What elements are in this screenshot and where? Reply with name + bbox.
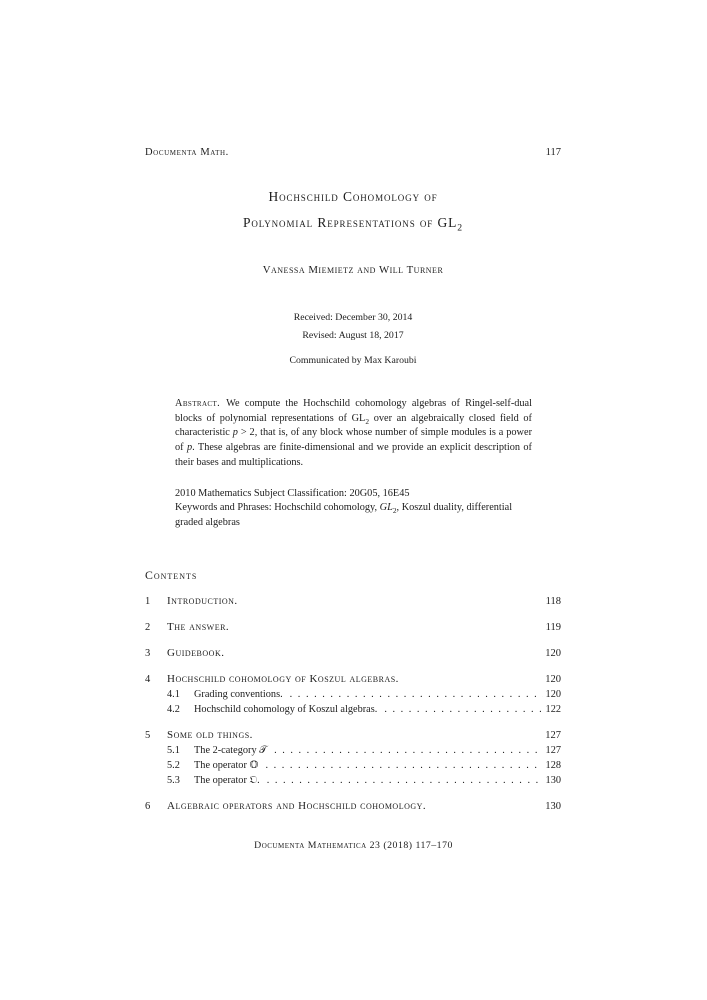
toc-list bbox=[145, 595, 561, 813]
toc-entry bbox=[145, 729, 561, 742]
toc-entry-title: Guidebook. bbox=[167, 646, 225, 659]
toc-entry bbox=[145, 595, 561, 608]
authors-line: Vanessa Miemietz and Will Turner bbox=[262, 264, 444, 276]
toc-subentry-number: 5.2 bbox=[167, 759, 180, 771]
toc-entry-number: 3 bbox=[145, 647, 151, 659]
toc-subentry-title: Hochschild cohomology of Koszul algebras. bbox=[194, 703, 378, 715]
toc-entry bbox=[145, 800, 561, 813]
toc-subentry-number: 4.2 bbox=[167, 703, 180, 715]
toc-subentry bbox=[145, 744, 561, 757]
dates-block bbox=[145, 309, 561, 344]
toc-entry bbox=[145, 621, 561, 634]
contents-heading: Contents bbox=[145, 567, 198, 582]
toc-entry bbox=[145, 673, 561, 686]
toc-subentry bbox=[145, 774, 561, 787]
toc-subentry bbox=[145, 759, 561, 772]
paper-title-line2: Polynomial Representations of $GL_2$ bbox=[242, 215, 464, 234]
footer-line: Documenta Mathematica 23 (2018) 117–170 bbox=[254, 840, 453, 851]
toc-entry-number: 1 bbox=[145, 595, 151, 607]
toc-leader-dots bbox=[290, 688, 543, 701]
toc-entry-page: 127 bbox=[545, 729, 561, 741]
toc-subentry bbox=[145, 688, 561, 701]
toc-subentry bbox=[145, 703, 561, 716]
toc-leader-dots bbox=[267, 774, 543, 787]
running-head bbox=[145, 147, 561, 159]
msc-line: 2010 Mathematics Subject Classification: 20G05, 16E45 bbox=[175, 487, 410, 499]
paper-title-line1: Hochschild Cohomology of bbox=[268, 189, 438, 204]
toc-subentry-title: Grading conventions. bbox=[194, 688, 283, 700]
page-number: 117 bbox=[545, 147, 561, 158]
communicated-line: Communicated by Max Karoubi bbox=[289, 355, 417, 366]
revised-line: Revised: August 18, 2017 bbox=[302, 329, 404, 341]
toc-entry-title: Some old things. bbox=[167, 728, 253, 741]
toc-subentry-number: 5.3 bbox=[167, 774, 180, 786]
toc-leader-dots bbox=[265, 759, 542, 772]
toc-entry-title: The answer. bbox=[167, 620, 230, 633]
toc-entry-title: Algebraic operators and Hochschild cohomology. bbox=[167, 799, 427, 812]
toc-entry-page: 118 bbox=[545, 595, 561, 607]
toc-leader-dots bbox=[274, 744, 542, 757]
toc-entry-page: 130 bbox=[545, 800, 561, 812]
abstract-block bbox=[145, 397, 561, 531]
journal-name: Documenta Math. bbox=[145, 147, 229, 158]
toc-entry-title: Hochschild cohomology of Koszul algebras. bbox=[167, 672, 399, 685]
toc-subentry-number: 5.1 bbox=[167, 744, 180, 756]
received-line: Received: December 30, 2014 bbox=[293, 312, 413, 323]
toc-entry-page: 119 bbox=[545, 621, 561, 633]
abstract-text: We compute the Hochschild cohomology algebras of Ringel-self-dual blocks of polynomial representations of $GL_2$ over an algebraically closed field of characteristic p > 2, that is, of any block whose number of simple modules is a power of p. These algebras are finite-dimensional and we provide an explicit description of their bases and multiplications. bbox=[175, 398, 532, 468]
paper-title bbox=[145, 189, 561, 234]
toc-subentry-number: 4.1 bbox=[167, 688, 180, 700]
toc-entry-number: 4 bbox=[145, 673, 151, 685]
toc-subentry-page: 120 bbox=[545, 688, 561, 700]
toc-subentry-title: The 2-category 𝒯 bbox=[194, 744, 268, 756]
toc-entry-number: 6 bbox=[145, 800, 151, 812]
toc-entry-number: 5 bbox=[145, 729, 151, 741]
toc-entry-page: 120 bbox=[545, 647, 561, 659]
toc-leader-dots bbox=[384, 703, 542, 716]
msc-keywords-block bbox=[175, 487, 532, 531]
toc-entry-number: 2 bbox=[145, 621, 151, 633]
toc-subentry-page: 130 bbox=[545, 774, 561, 786]
toc-subentry-title: The operator 𝔒. bbox=[194, 774, 260, 786]
abstract-paragraph bbox=[175, 397, 532, 471]
toc-entry-page: 120 bbox=[545, 673, 561, 685]
toc-subentry-page: 128 bbox=[545, 759, 561, 771]
keywords-line: Keywords and Phrases: Hochschild cohomology, $GL_2$, Koszul duality, differential graded algebras bbox=[175, 502, 513, 528]
toc-entry bbox=[145, 647, 561, 660]
toc-subentry-title: The operator 𝕆 bbox=[194, 759, 259, 771]
abstract-label: Abstract. bbox=[175, 398, 221, 409]
toc-entry-title: Introduction. bbox=[167, 594, 238, 607]
toc-subentry-page: 127 bbox=[545, 744, 561, 756]
toc-subentry-page: 122 bbox=[545, 703, 561, 715]
